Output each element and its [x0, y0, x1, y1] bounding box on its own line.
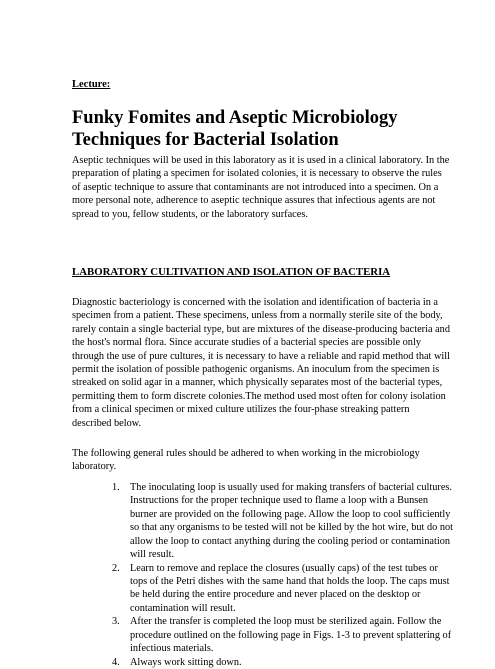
list-item-text: The inoculating loop is usually used for making transfers of bacterial cultures. Instructions for the proper technique used to flame a loop with a Bunsen burner are provided on the following page. Allow the loop to cool sufficiently so that any organisms to be tested will not be killed by the hot wire, but do not allow the loop to contact anything during the cooling period or contamination will result.: [130, 482, 453, 561]
list-item-number: 1.: [112, 482, 120, 493]
rules-intro-paragraph: The following general rules should be adhered to when working in the microbiology laboratory.: [72, 448, 420, 473]
lecture-label: Lecture:: [72, 79, 111, 90]
list-item: [112, 481, 453, 561]
document-title: Funky Fomites and Aseptic Microbiology Techniques for Bacterial Isolation: [72, 108, 398, 150]
intro-paragraph: Aseptic techniques will be used in this laboratory as it is used in a clinical laboratory. In the preparation of plating a specimen for isolated colonies, it is necessary to observe the rules of aseptic technique to assure that contaminants are not introduced into a specimen. On a more personal note, adherence to aseptic technique assures that infectious agents are not spread to you, fellow students, or the laboratory surfaces.: [72, 155, 450, 220]
list-item-text: Always work sitting down.: [130, 656, 242, 668]
section-heading: LABORATORY CULTIVATION AND ISOLATION OF BACTERIA: [72, 266, 391, 278]
list-item-number: 2.: [112, 562, 120, 574]
section-paragraph: Diagnostic bacteriology is concerned with the isolation and identification of bacteria in a specimen from a patient. These specimens, unless from a normally sterile site of the body, rarely contain a single bacterial type, but are mixtures of the disease-producing bacteria and the host's normal flora. Since accurate studies of a bacterial species are possible only through the use of pure cultures, it is necessary to have a reliable and rapid method that will permit the isolation of possible pathogenic organisms. An inoculum from the specimen is streaked on solid agar in a manner, which physically separates most of the bacterial types, permitting them to form discrete colonies.The method used most often for colony isolation from a clinical specimen or mixed culture utilizes the four-phase streaking pattern described below.: [72, 297, 451, 429]
list-item-text: After the transfer is completed the loop must be sterilized again. Follow the procedure outlined on the following page in Figs. 1-3 to prevent splattering of infectious materials.: [130, 616, 452, 655]
list-item-text: Learn to remove and replace the closures (usually caps) of the test tubes or tops of the Petri dishes with the same hand that holds the loop. The caps must be held during the entire procedure and never placed on the desktop or contamination will result.: [130, 562, 450, 614]
list-item-number: 4.: [112, 656, 120, 668]
list-item: [112, 656, 453, 669]
rules-list: [112, 481, 453, 669]
list-item-number: 3.: [112, 616, 120, 628]
list-item: [112, 615, 453, 655]
list-item: [112, 562, 453, 616]
